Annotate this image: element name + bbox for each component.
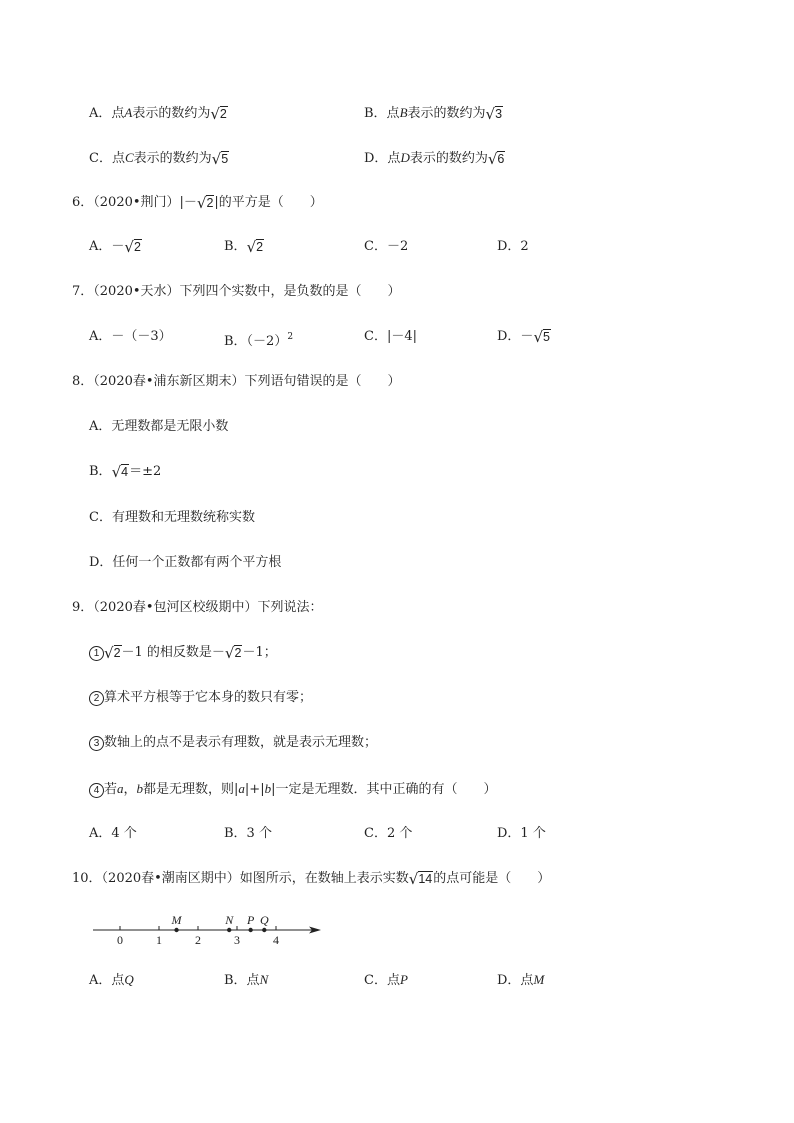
q10-a-variable: Q [124,972,134,987]
q10-b-prefix: B．点 [224,973,260,988]
point-n [227,928,231,932]
axis-tick-label: 2 [195,933,201,947]
q9-option-c: C．2 个 [364,826,413,841]
sqrt-expression: √ 14 [408,870,433,888]
radicand: 5 [221,152,229,166]
q10-d-variable: M [533,972,545,987]
q7-b-base: B．（－2） [224,334,288,349]
sqrt-expression: √ 6 [487,150,505,168]
q5-c-text: 表示的数约为 [133,151,212,166]
q10-option-a [89,971,134,990]
q7-d-prefix: D．－ [497,329,534,344]
q7-stem: 7．（2020•天水）下列四个实数中，是负数的是（ ） [72,284,401,299]
q10-option-d [497,971,544,990]
q5-c-variable: C [124,150,134,165]
number-line-figure [90,908,330,948]
q9-statement-1 [89,644,277,662]
axis-tick-label: 3 [234,933,240,947]
radicand: 5 [543,330,550,344]
q10-b-variable: N [259,972,269,987]
radicand: 4 [121,465,129,479]
q5-a-variable: A [124,105,133,120]
q8-option-a: A．无理数都是无限小数 [89,419,229,434]
q8-b-prefix: B． [89,464,112,479]
variable-b: b [264,781,272,796]
q10-c-prefix: C．点 [364,973,400,988]
q9-statement-4 [89,780,496,799]
q10-option-b [224,971,268,990]
q9-s1-suffix: －1； [242,645,277,660]
q9-s1-text: －1 的相反数是－ [121,645,225,660]
q8-stem: 8．（2020春•浦东新区期末）下列语句错误的是（ ） [72,374,401,389]
point-label-m: M [171,913,182,927]
sqrt-expression: √ 2 [196,194,214,212]
q5-option-c [89,149,229,168]
variable-a: a [238,781,245,796]
radicand: 2 [206,196,214,210]
q6-option-a [89,238,142,256]
q8-option-c: C．有理数和无理数统称实数 [89,510,255,525]
q5-option-a [89,104,228,123]
radicand: 6 [497,152,505,166]
point-p [248,928,252,932]
q10-a-prefix: A．点 [89,973,125,988]
circled-number: 4 [89,783,104,798]
q5-b-prefix: B．点 [364,106,400,121]
q6-stem-suffix: |的平方是（ ） [214,195,323,210]
q9-option-b: B．3 个 [224,826,272,841]
q6-option-c: C．－2 [364,239,409,254]
q10-c-variable: P [399,972,408,987]
sqrt-expression: √ 2 [104,644,121,662]
sqrt-expression: √ 2 [210,105,227,123]
radicand: 2 [133,240,141,254]
sqrt-expression: √ 3 [485,105,503,123]
radicand: 2 [256,240,264,254]
q7-option-d [497,328,551,346]
circled-number: 2 [89,691,104,706]
q6-option-b [224,238,264,256]
point-label-n: N [225,913,234,927]
radicand: 3 [495,107,503,121]
radicand: 2 [219,107,227,121]
q6-stem-prefix: 6．（2020•荆门）|－ [72,195,197,210]
radicand: 2 [113,646,121,660]
q10-stem-suffix: 的点可能是（ ） [433,871,551,886]
point-label-p: P [246,913,255,927]
sqrt-expression: √ 2 [224,644,242,662]
q8-option-d: D．任何一个正数都有两个平方根 [89,555,282,570]
circled-number: 3 [89,736,104,751]
q9-s4-prefix: 若 [104,782,118,797]
q9-s4-plus: |+| [244,782,265,797]
q7-b-exponent: 2 [287,332,294,342]
q9-s4-text: 都是无理数，则| [143,782,239,797]
circled-number: 1 [89,646,104,661]
q9-s2-text: 算术平方根等于它本身的数只有零； [104,690,313,705]
q5-a-prefix: A．点 [89,106,125,121]
sqrt-expression: √ 4 [111,463,129,481]
q7-option-c: C．|－4| [364,329,417,344]
point-q [262,928,266,932]
radicand: 2 [234,646,242,660]
q5-option-b [364,104,503,123]
q5-option-d [364,149,505,168]
q9-option-a: A．4 个 [89,826,137,841]
q7-option-b [224,328,293,351]
sqrt-expression: √ 5 [533,328,550,346]
q9-option-d: D．1 个 [497,826,546,841]
q9-statement-2 [89,689,312,707]
q9-statement-3 [89,734,377,752]
axis-tick-label: 0 [117,933,123,947]
radicand: 14 [418,872,433,886]
q10-d-prefix: D．点 [497,973,534,988]
sqrt-expression: √ 5 [211,150,229,168]
q5-d-prefix: D．点 [364,151,401,166]
sqrt-expression: √ 2 [124,238,141,256]
q5-b-text: 表示的数约为 [407,106,486,121]
q9-s3-text: 数轴上的点不是表示有理数，就是表示无理数； [104,735,378,750]
point-label-q: Q [259,913,269,927]
q5-a-text: 表示的数约为 [132,106,211,121]
q9-s4-comma: ， [123,782,137,797]
q6-b-prefix: B． [224,239,247,254]
q6-a-prefix: A．－ [89,239,125,254]
axis-tick-label: 4 [273,933,279,947]
variable-b: b [136,781,144,796]
q5-b-variable: B [399,105,408,120]
q5-c-prefix: C．点 [89,151,125,166]
q10-stem [72,870,550,888]
q6-stem [72,194,323,212]
sqrt-expression: √ 2 [246,238,264,256]
q8-option-b [89,463,161,481]
axis-tick-label: 1 [156,933,162,947]
q8-b-suffix: ＝±2 [129,464,162,479]
q7-option-a: A．－（－3） [89,329,172,344]
q9-stem: 9．（2020春•包河区校级期中）下列说法： [72,600,323,615]
q10-option-c [364,971,408,990]
q10-stem-prefix: 10．（2020春•潮南区期中）如图所示，在数轴上表示实数 [72,871,409,886]
q5-d-text: 表示的数约为 [409,151,488,166]
q9-s4-suffix: |一定是无理数．其中正确的有（ ） [271,782,497,797]
q5-d-variable: D [400,150,410,165]
q6-option-d: D．2 [497,239,529,254]
point-m [174,928,178,932]
variable-a: a [117,781,124,796]
